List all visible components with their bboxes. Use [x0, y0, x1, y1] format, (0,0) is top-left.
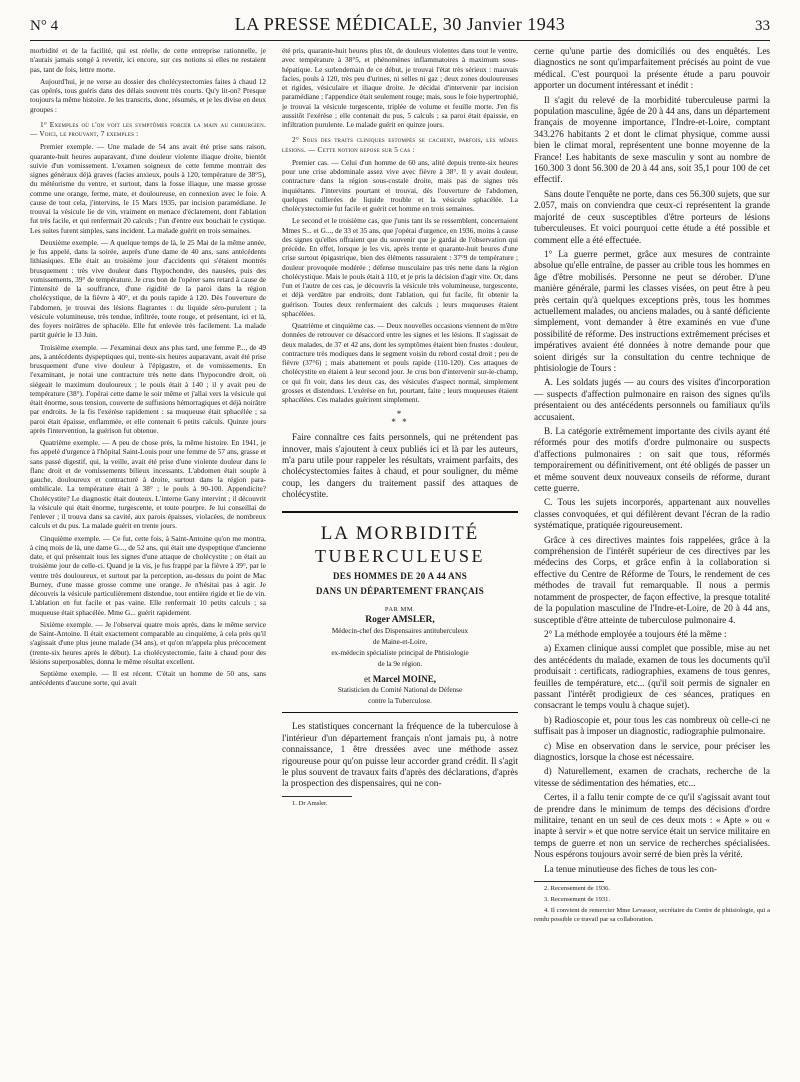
column-1: [30, 46, 266, 1076]
case-paragraph: Cinquième exemple. — Ce fut, cette fois, à Saint-Antoine qu'on me montra, à cinq mois de là, une dame G..., de 52 ans, qui était une dyspeptique d'ancienne date, et qui présentait tous les signes d'une attaque de cholécystite ; on était au troisième jour de celle-ci. Quand je la vis, je fus frappé par la fièvre à 39°, par le ventre très douloureux, et surtout par la perception, au-dessus du point de Mac Burney, d'une masse grosse comme une orange. Je n'hésitai pas à agir. Je découvris la vésicule particulièrement distendue, tout entière rigide et lie de vin. L'ablation en fut facile et pas vaine. Elle renfermait 10 petits calculs ; sa muqueuse était sphacélée. Mme G... guérit rapidement.: [30, 533, 266, 617]
article-intro-paragraph: Les statistiques concernant la fréquence de la tuberculose à l'intérieur d'un département français n'ont jamais pu, à notre connaissance, 1 être dressées avec une méthode assez rigoureuse pour qu'on puisse leur accorder grand crédit. Il s'agit le plus souvent de travaux faits d'après des déclarations, d'après la prospection des dispensaires, qui ne con-: [282, 721, 518, 789]
footnote-divider: [282, 796, 352, 797]
case-paragraph: Septième exemple. — Il est récent. C'était un homme de 50 ans, sans antécédents d'aucune sorte, qui avait: [30, 669, 266, 688]
case-paragraph: Troisième exemple. — J'examinai deux ans plus tard, une femme P..., de 49 ans, à antécédents dyspeptiques qui, trente-six heures auparavant, avait été prise brusquement d'une vive douleur à l'épigastre, et de vomissements. En l'examinant, je notai une contracture très nette dans l'hypocondre droit, où siégeait le maximum douloureux ; le pouls était à 140 ; il y avait peu de température (38°). J'opérai cette dame le soir même et j'allai vers la vésicule qui était énorme, sous tension, couverte de suffusions hémorragiques et déjà noirâtre par endroits. Je la fis l'exérèse rapidement : sa muqueuse était sphacélée ; sa paroi était épaisse, enflammée, et elle contenait 6 petits calculs. Quinze jours après l'intervention, la guérison fut obtenue.: [30, 342, 266, 435]
footnote: 3. Recensement de 1931.: [544, 896, 611, 904]
footnote: 1. Dr Amsler.: [292, 799, 328, 807]
footnote: 2. Recensement de 1936.: [544, 885, 611, 893]
paragraph: Grâce à ces directives maintes fois rappelées, grâce à la compréhension de l'intérêt supérieur de ces directives par les médecins des Corps, et grâce enfin à la collaboration si effective du Centre de Réforme de Tours, le rendement de ces méthodes de travail fut remarquable. Il nous a permis notamment de prospecter, de façon effective, la presque totalité de la population masculine de l'Indre-et-Loire, de 20 à 44 ans, susceptible d'être atteinte de tuberculose pulmonaire 4.: [534, 534, 770, 625]
paragraph: a) Examen clinique aussi complet que possible, mise au net des antécédents du malade, examen de tous les documents qu'il produisait : certificats, radiographies, examens de tous genres, feuilles de température, etc... (qu'il soit permis de signaler en passant l'intérêt prodigieux de ces séances, pratiques en consacrant le temps voulu à chaque sujet).: [534, 643, 770, 711]
author-credential: Médecin-chef des Dispensaires antituberculeux: [331, 627, 469, 636]
article-subtitle-line2: DANS UN DÉPARTEMENT FRANÇAIS: [315, 585, 484, 596]
author-name: Roger AMSLER,: [365, 614, 435, 625]
case-paragraph: Le second et le troisième cas, que j'unis tant ils se ressemblent, concernaient Mmes S... et G..., de 33 et 35 ans, que j'opérai d'urgence, en 1936, moins à cause des signes qu'elles offraient que du souvenir que je gardai de l'observation qui précède. En effet, lorsque je les vis, après trente et quarante-huit heures d'une crise surtout épigastrique, bien des éléments rassuraient : 37°9 de température ; douleur provoquée modérée ; défense musculaire pas très nette dans la région cholécystique. Mais le pouls était à 110, et je pris la décision d'agir vite. Or, dans l'un et l'autre de ces cas, je découvris la vésicule très volumineuse, turgescente, et déjà verdâtre par endroits, dont l'ablation, qui fut facile, fit obtenir la guérison. Toutes deux renfermaient des calculs ; leurs muqueuses étaient sphacélées.: [282, 216, 518, 318]
paragraph: 1° La guerre permet, grâce aux mesures de contrainte absolue qu'elle entraîne, de passer au crible tous les hommes en âge d'être mobilisés. Personne ne peut se dérober. D'une manière générale, parmi les classes visées, on peut être à peu près certain qu'à quelques exceptions près, tous les hommes actuellement malades, ou anciens malades, ou à santé déficiente simplement, vont demander à être examinés en vue d'une possibilité de réforme. Des instructions extrêmement précises et impératives avaient été données à notre demande pour que soient dirigés sur la consultation du centre technique de phtisiologie de Tours :: [534, 248, 770, 373]
author-joiner: [282, 675, 518, 684]
author-credential: contre la Tuberculose.: [368, 697, 432, 706]
paragraph: Sans doute l'enquête ne porte, dans ces 56.300 sujets, que sur 2.057, mais on conviendra que ceux-ci représentent la grande majorité de ceux susceptibles d'être porteurs de lésions tuberculeuses. Et voici pourquoi cette étude a été possible et comment elle a été effectuée.: [534, 188, 770, 245]
paragraph: b) Radioscopie et, pour tous les cas nombreux où celle-ci ne suffisait pas à imposer un diagnostic, radiographie pulmonaire.: [534, 714, 770, 737]
column-3: [534, 46, 770, 1076]
paragraph: Aujourd'hui, je ne verse au dossier des cholécystectomies faites à chaud 12 cas opérés, tous guéris dans des délais souvent très courts. Qu'y lit-on? Presque toujours la même histoire. Je les transcris, donc, résumés, et je les divise en deux groupes :: [30, 76, 266, 114]
case-paragraph: Quatrième exemple. — A peu de chose près, la même histoire. En 1941, je fus appelé d'urgence à l'hôpital Saint-Louis pour une femme de 57 ans, grasse et sans passé digestif, qui, la veille, avait été prise d'une violente douleur dans le flanc droit et de vomissements bilieux incessants. L'abdomen était souple à gauche, douloureux et contracturé à droite, surtout dans la région para-ombilicale. La température était à 38° ; le pouls à 90-100. Appendicite? Cholécystite? Le diagnostic était douteux. L'interne Gany intervint ; il découvrit la vésicule qui était énorme, turgescente, et toute pourpre. Je lui conseillai de l'enlever ; il trouva dans sa cavité, aux parois épaisses, violacées, de nombreux calculs et du pus. La malade guérit en trente jours.: [30, 438, 266, 531]
paragraph: c) Mise en observation dans le service, pour préciser les diagnostics, lorsque la chose est nécessaire.: [534, 740, 770, 762]
author-credential: de la 9e région.: [377, 660, 423, 669]
page-number: 33: [754, 18, 770, 34]
article-title-line2: TUBERCULEUSE: [314, 545, 485, 566]
case-paragraph: Premier cas. — Celui d'un homme de 60 ans, alité depuis trente-six heures pour une crise abdominale assez vive avec fièvre à 38°. Il y avait douleur, contracture dans la région sous-costale droite, mais pas de signes très inquiétants. J'intervins pourtant et trouvai, dès l'ouverture de l'abdomen, quelques cuillerées de liquide trouble et la vésicule sphacélée. La cholécystectomie fut facile et guérit cet homme en trois semaines.: [282, 157, 518, 213]
paragraph: été pris, quarante-huit heures plus tôt, de douleurs violentes dans tout le ventre, avec température à 38°5, et phénomènes inflammatoires à maximum sous-hépatique. Le surlendemain de ce début, je trouvai l'état très sérieux : mauvais facies, pouls à 120, très peu d'urines, ni selles ni gaz ; deux zones douloureuses et rigides, vésiculaire et iliaque droite. Je décidai d'intervenir par incision paramédiane ; l'appendice était seulement rouge; mais, sous le foie hypertrophié, je trouvai la vésicule turgescente, triplée de volume et feuille morte. J'en fis aussitôt l'exérèse ; elle contenait du pus, 5 calculs ; sa paroi était épaissie, en infiltration purulente. Le malade guérit en quinze jours.: [282, 46, 518, 129]
article-title-block: [282, 511, 518, 714]
footnote: 4. Il convient de remercier Mme Levassor, secrétaire du Centre de phtisiologie, qui a rendu possible ce travail par sa collaboration.: [534, 907, 770, 923]
author-credential: ex-médecin spécialiste principal de Phtisiologie: [331, 649, 469, 658]
paragraph: morbidité et de la facilité, qui est réelle, de cette entreprise rationnelle, je n'aurais jamais songé à revenir, ici encore, sur ces notions si elles ne restaient pas, tant de fois, lettre morte.: [30, 46, 266, 74]
author-credential: de Maine-et-Loire,: [372, 638, 428, 647]
paragraph: C. Tous les sujets incorporés, appartenant aux nouvelles classes convoquées, et qui défilèrent devant l'écran de la radio systématique, pratiquée rigoureusement.: [534, 497, 770, 531]
paragraph: B. La catégorie extrêmement importante des civils ayant été réformés pour des motifs d'ordre pulmonaire ou suspects d'affections pulmonaires : on sait que tous, réformés temporairement ou définitivement, ont été obligés de passer un et même souvent deux nouveaux conseils de réforme, durant cette guerre.: [534, 426, 770, 494]
case-paragraph: Deuxième exemple. — A quelque temps de là, le 25 Mai de la même année, je fus appelé, dans la soirée, auprès d'une dame de 40 ans, sans antécédents lithiasiques. Elle était au troisième jour d'accidents qui s'étaient montrés brusquement : très vive douleur dans l'hypochondre, des nausées, puis des vomissements, 39° de température. Je crus bon de l'opérer sans retard à cause de l'intensité de la souffrance, d'une rigidité de la paroi dans la région cholécystique, de la fièvre à 40°, et du pouls rapide à 120. Dès l'ouverture de l'abdomen, je trouvai des lésions flagrantes : du liquide séro-purulent ; la vésicule volumineuse, très tendue, infiltrée, toute rouge, et présentant, ici et là, des foyers noirâtres de sphacèle. Elle fut enlevée très facilement. La malade partit guérie le 13 Juin.: [30, 237, 266, 340]
paragraph: Il s'agit du relevé de la morbidité tuberculeuse parmi la population masculine, âgée de 20 à 44 ans, dans un département français de moyenne importance, l'Indre-et-Loire, comptant 343.276 habitants 2 et dont le climat physique, comme aussi bien le climat moral, représentent une bonne moyenne de la France! Les habitants de sexe masculin y sont au nombre de 160.300 3 dont 56.300 de 20 à 44 ans, soit 35,1 pour 100 de cet effectif.: [534, 94, 770, 185]
paragraph: 2° La méthode employée a toujours été la même :: [544, 628, 727, 639]
issue-number: N° 4: [30, 18, 59, 34]
paragraph: A. Les soldats jugés — au cours des visites d'incorporation — suspects d'affection pulmonaire en raison des signes qu'ils présentaient ou des antécédents personnels ou familiaux qu'ils accusaient.: [534, 377, 770, 422]
column-2: [282, 46, 518, 1076]
paragraph: d) Naturellement, examen de crachats, recherche de la vitesse de sédimentation des hématies, etc...: [534, 766, 770, 788]
byline-par: PAR MM.: [384, 605, 416, 613]
footnote-divider: [534, 881, 604, 882]
author-credential: Statisticien du Comité National de Défense: [337, 686, 463, 695]
article-title-line1: LA MORBIDITÉ: [320, 522, 480, 544]
author-name: Marcel MOINE,: [372, 674, 437, 685]
section-separator-stars: * * *: [391, 409, 409, 428]
case-paragraph: Sixième exemple. — Je l'observai quatre mois après, dans le même service de Saint-Antoine. Il était exactement comparable au cinquième, à cela près qu'il s'agissait d'une plus jeune malade (34 ans), et qu'on m'appela plus précocement (trente-six heures après le début). La cholécystectomie, faite à chaud pour des lésions superposables, donna le même résultat excellent.: [30, 619, 266, 666]
article-subtitle-line1: DES HOMMES DE 20 A 44 ANS: [332, 570, 468, 581]
section-heading: 2° Sous des traits cliniques estompés se cachent, parfois, les mêmes lésions. — Cette notion repose sur 5 cas :: [282, 135, 518, 154]
paragraph: cerne qu'une partie des domiciliés ou des enquêtés. Les diagnostics ne sont qu'imparfaitement précisés au point de vue médical. C'est pourquoi la présente étude a paru pouvoir apporter un document intéressant et inédit :: [534, 46, 770, 91]
journal-name: LA PRESSE MÉDICALE,: [234, 14, 438, 34]
section-heading: 1° Exemples où l'on voit les symptômes forcer la main au chirurgien. — Voici, le prouvant, 7 exemples :: [30, 119, 266, 138]
case-paragraph: Premier exemple. — Une malade de 54 ans avait été prise sans raison, quarante-huit heures auparavant, d'une douleur violente iliaque droite, bientôt suivie d'un vomissement. L'examen soigneux de cette femme montrait des signes généraux déjà graves (facies anxieux, pouls à 120, température de 38°5), du météorisme du ventre, et surtout, dans la fosse iliaque, une masse grosse comme une orange, ferme, mate, et douloureuse, en connexion avec le foie. A cause de tout cela, j'intervins, le 15 Mars 1935, par incision paramédiane. Je trouvai la vésicule lie de vin, vraiment en menace d'éclatement, dont l'ablation fut très facile, et qui renfermait 20 calculs ; l'un d'entre eux bouchait le cystique. Les suites furent simples, sans incident. La malade guérit en trois semaines.: [30, 142, 266, 235]
conclusion-paragraph: Faire connaître ces faits personnels, qui ne prétendent pas innover, mais s'ajoutent à ceux publiés ici et là par les auteurs, m'a paru utile pour rappeler les résultats, vraiment parfaits, des cholécystectomies faites à chaud, et pour souligner, du même coup, les dangers du traitement passif des attaques de cholécystite.: [282, 432, 518, 500]
page-header: [30, 14, 770, 41]
case-paragraph: Quatrième et cinquième cas. — Deux nouvelles occasions viennent de m'être données de retrouver ce désaccord entre les signes et les lésions. Il s'agissait de deux malades, de 37 et 42 ans, dont les symptômes étaient bien frustes : douleur, contracture très modiques dans le segment voisin du rebord costal droit ; peu de fièvre (37°6) ; mais abattement et pouls rapide (110-120). Ces attaques de cholécystite en étaient à leur second jour. Je crus bon d'intervenir sur-le-champ, ce qui fit voir, dans les deux cas, des vésicules d'aspect normal, simplement grosses et distendues. L'exérèse en fut, pourtant, faite ; leurs muqueuses étaient sphacélées. Ces malades guérirent simplement.: [282, 321, 518, 404]
journal-title-line: [235, 14, 566, 35]
paragraph: La tenue minutieuse des fiches de tous les con-: [544, 863, 717, 874]
issue-date: 30 Janvier 1943: [442, 14, 566, 34]
paragraph: Certes, il a fallu tenir compte de ce qu'il s'agissait avant tout de prendre dans le minimum de temps des décisions d'ordre militaire, tenant en un seul de ces deux mots : « Apte » ou « inapte à servir » et que notre service était un service militaire en temps de guerre et non un service de recherches spécialisées. Nous espérons toujours avoir serré de bien près la vérité.: [534, 792, 770, 860]
and-word: et: [363, 674, 371, 685]
